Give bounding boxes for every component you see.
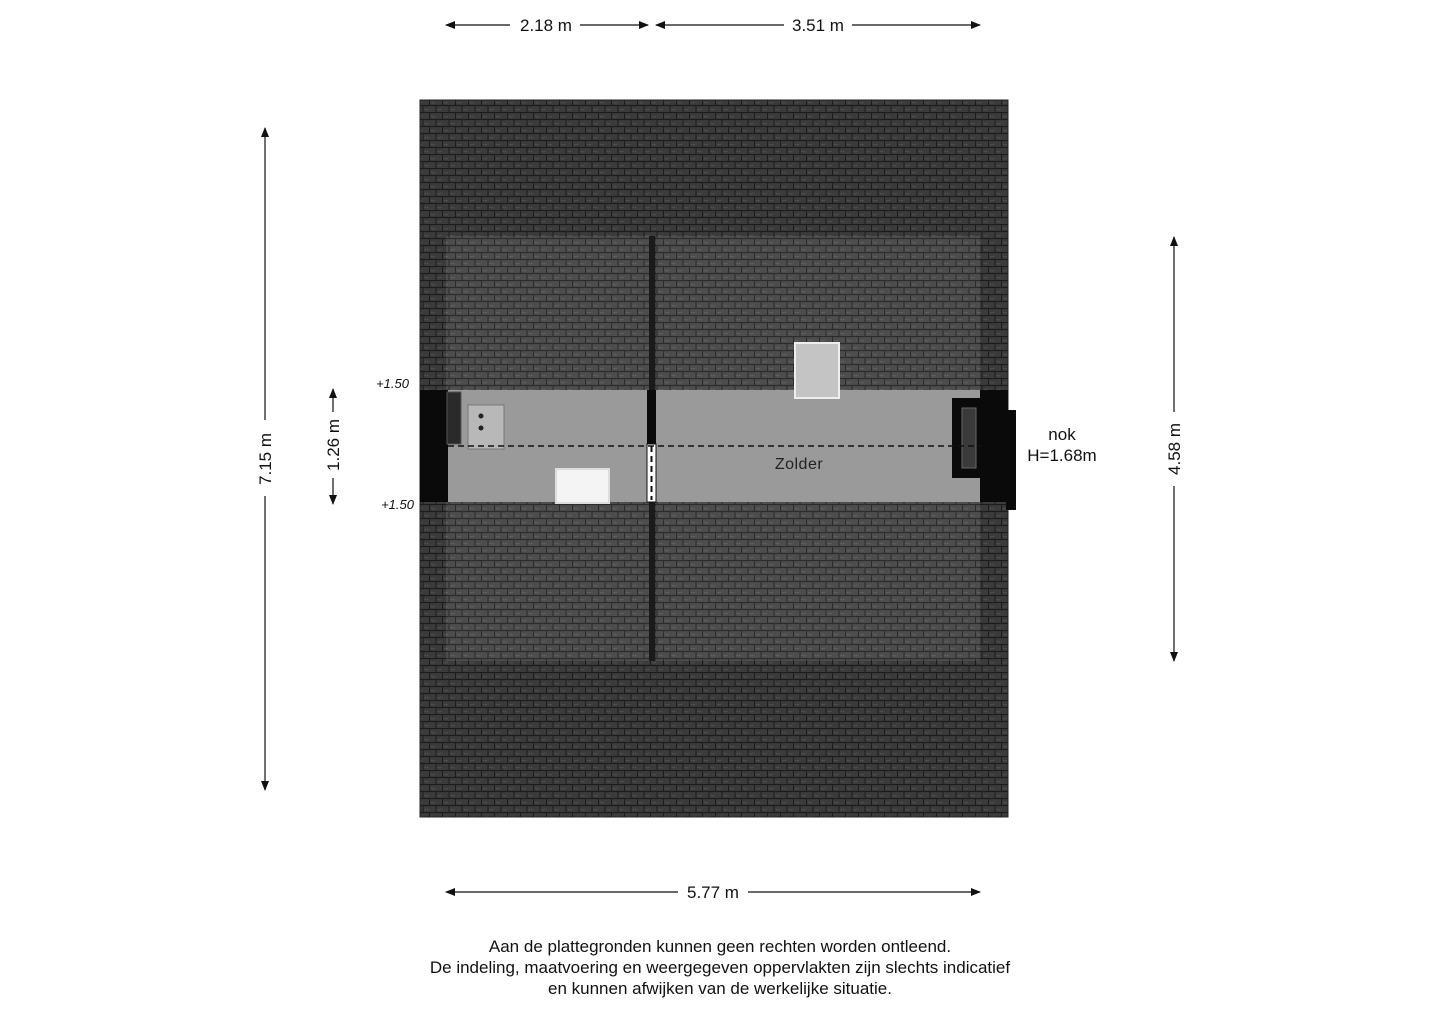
- disclaimer: [0, 936, 1440, 999]
- level-upper: +1.50: [376, 376, 409, 391]
- dimension-top-right: 3.51 m: [792, 16, 844, 35]
- boiler: [468, 405, 504, 449]
- left-wall-detail: [447, 392, 461, 444]
- disclaimer-line-1: Aan de plattegronden kunnen geen rechten worden ontleend.: [488, 937, 952, 956]
- roof-section-lower-right: [656, 502, 980, 661]
- right-gable-wall: [980, 390, 1008, 502]
- skylight-lower: [556, 469, 609, 503]
- disclaimer-line-3: en kunnen afwijken van de werkelijke situatie.: [548, 979, 892, 998]
- dimension-left-total: 7.15 m: [256, 433, 275, 485]
- chimney-inner: [962, 408, 976, 468]
- ridge-height: H=1.68m: [1027, 446, 1097, 465]
- partition-line-lower: [649, 502, 655, 661]
- left-gable-wall: [420, 390, 448, 502]
- partition-line-upper: [649, 236, 655, 390]
- dimension-bottom: 5.77 m: [687, 883, 739, 902]
- roof-section-upper-left: [446, 236, 650, 390]
- room-label: Zolder: [774, 456, 824, 473]
- right-wall-protrusion: [1006, 410, 1016, 510]
- disclaimer-line-2: De indeling, maatvoering en weergegeven oppervlakten zijn slechts indicatief: [429, 958, 1011, 977]
- dimension-top-left: 2.18 m: [520, 16, 572, 35]
- boiler-knob: [479, 414, 484, 419]
- door-opening: [647, 444, 656, 502]
- skylight-upper: [795, 343, 839, 398]
- central-wall: [647, 390, 656, 444]
- level-lower: +1.50: [381, 497, 414, 512]
- dimension-right: 4.58 m: [1165, 423, 1184, 475]
- boiler-knob: [479, 426, 484, 431]
- roof-section-lower-left: [446, 502, 650, 661]
- ridge-label: nok: [1048, 425, 1076, 444]
- dimension-left-small: 1.26 m: [324, 419, 343, 471]
